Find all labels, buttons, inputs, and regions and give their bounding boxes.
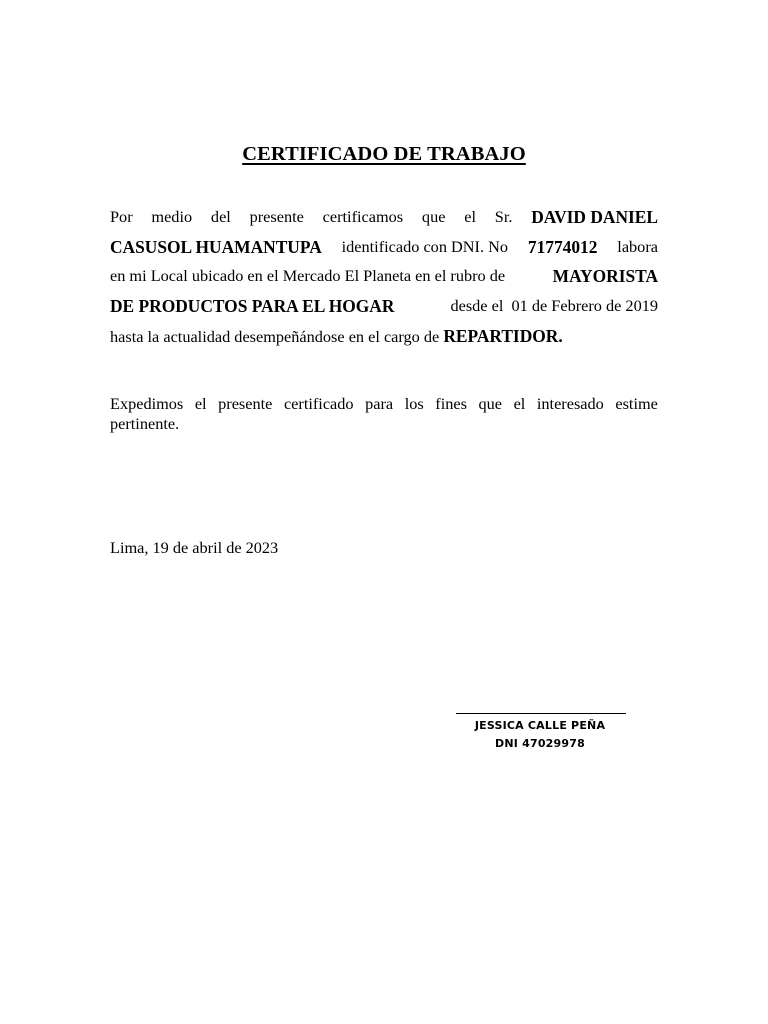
closing-word: interesado bbox=[536, 394, 604, 413]
employee-name-part2: CASUSOL HUAMANTUPA bbox=[110, 237, 322, 257]
word: Sr. bbox=[494, 207, 513, 226]
certificate-title: CERTIFICADO DE TRABAJO bbox=[242, 143, 526, 165]
closing-word: certificado bbox=[283, 394, 354, 413]
word: el bbox=[464, 207, 476, 226]
body-line-5 bbox=[110, 326, 658, 347]
closing-word: fines bbox=[435, 394, 467, 413]
business-type-part2: DE PRODUCTOS PARA EL HOGAR bbox=[110, 296, 395, 316]
date-line bbox=[110, 538, 658, 558]
business-type-part1: MAYORISTA bbox=[552, 266, 658, 286]
word: Por bbox=[110, 207, 133, 226]
word: presente bbox=[249, 207, 304, 226]
closing-word: los bbox=[404, 394, 424, 413]
labora-text: labora bbox=[617, 237, 658, 256]
issue-date: Lima, 19 de abril de 2023 bbox=[110, 538, 279, 557]
id-text: identificado con DNI. No bbox=[341, 237, 509, 256]
closing-word: para bbox=[365, 394, 394, 413]
signatory-name: JESSICA CALLE PEÑA bbox=[474, 719, 606, 732]
closing-line-1 bbox=[110, 394, 658, 414]
job-position: REPARTIDOR. bbox=[443, 326, 563, 346]
closing-word: presente bbox=[218, 394, 273, 413]
closing-line-2 bbox=[110, 414, 658, 434]
start-date-text: desde el 01 de Febrero de 2019 bbox=[450, 296, 658, 315]
closing-word: que bbox=[478, 394, 503, 413]
closing-end: pertinente. bbox=[110, 414, 180, 433]
body-line-3 bbox=[110, 266, 658, 286]
closing-word: el bbox=[194, 394, 207, 413]
word: medio bbox=[151, 207, 193, 226]
word: certificamos bbox=[322, 207, 404, 226]
body-line-2 bbox=[110, 237, 658, 257]
body-line-1 bbox=[110, 207, 658, 227]
position-text: hasta la actualidad desempeñándose en el cargo de bbox=[110, 327, 440, 346]
closing-word: el bbox=[513, 394, 526, 413]
location-text: en mi Local ubicado en el Mercado El Planeta en el rubro de bbox=[110, 266, 506, 285]
employee-dni: 71774012 bbox=[527, 237, 598, 257]
word: del bbox=[210, 207, 231, 226]
signatory-dni: DNI 47029978 bbox=[495, 737, 585, 750]
closing-word: estime bbox=[615, 394, 658, 413]
word: que bbox=[421, 207, 446, 226]
employee-name-part1: DAVID DANIEL bbox=[531, 207, 658, 227]
signature-line bbox=[456, 713, 626, 714]
closing-word: Expedimos bbox=[110, 394, 184, 413]
body-line-4 bbox=[110, 296, 658, 316]
